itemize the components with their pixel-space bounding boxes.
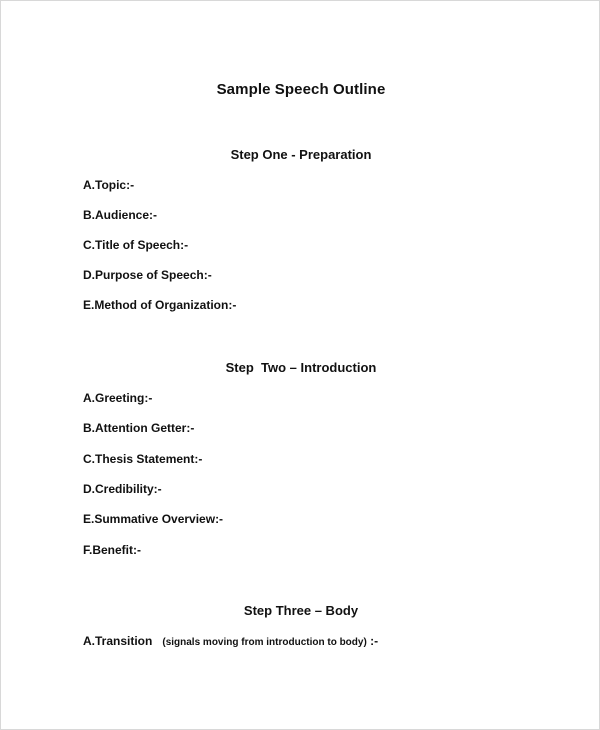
outline-item-purpose-of-speech: D.Purpose of Speech:-	[83, 268, 212, 282]
outline-item-summative-overview: E.Summative Overview:-	[83, 512, 224, 526]
outline-item-benefit: F.Benefit:-	[83, 543, 141, 557]
outline-item-greeting: A.Greeting:-	[83, 391, 153, 405]
transition-suffix: :-	[370, 634, 379, 648]
outline-item-thesis-statement: C.Thesis Statement:-	[83, 452, 203, 466]
step-two-heading: Step Two – Introduction	[225, 360, 377, 375]
transition-note: (signals moving from introduction to body)	[162, 637, 367, 648]
outline-item-topic: A.Topic:-	[83, 178, 135, 192]
transition-label: A.Transition	[83, 634, 153, 648]
outline-item-transition	[83, 634, 378, 648]
step-three-heading: Step Three – Body	[243, 603, 359, 618]
outline-item-audience: B.Audience:-	[83, 208, 158, 222]
outline-item-method-of-organization: E.Method of Organization:-	[83, 298, 237, 312]
outline-item-attention-getter: B.Attention Getter:-	[83, 421, 195, 435]
outline-item-title-of-speech: C.Title of Speech:-	[83, 238, 189, 252]
document-title: Sample Speech Outline	[216, 81, 386, 98]
step-one-heading: Step One - Preparation	[230, 147, 372, 162]
outline-item-credibility: D.Credibility:-	[83, 482, 162, 496]
